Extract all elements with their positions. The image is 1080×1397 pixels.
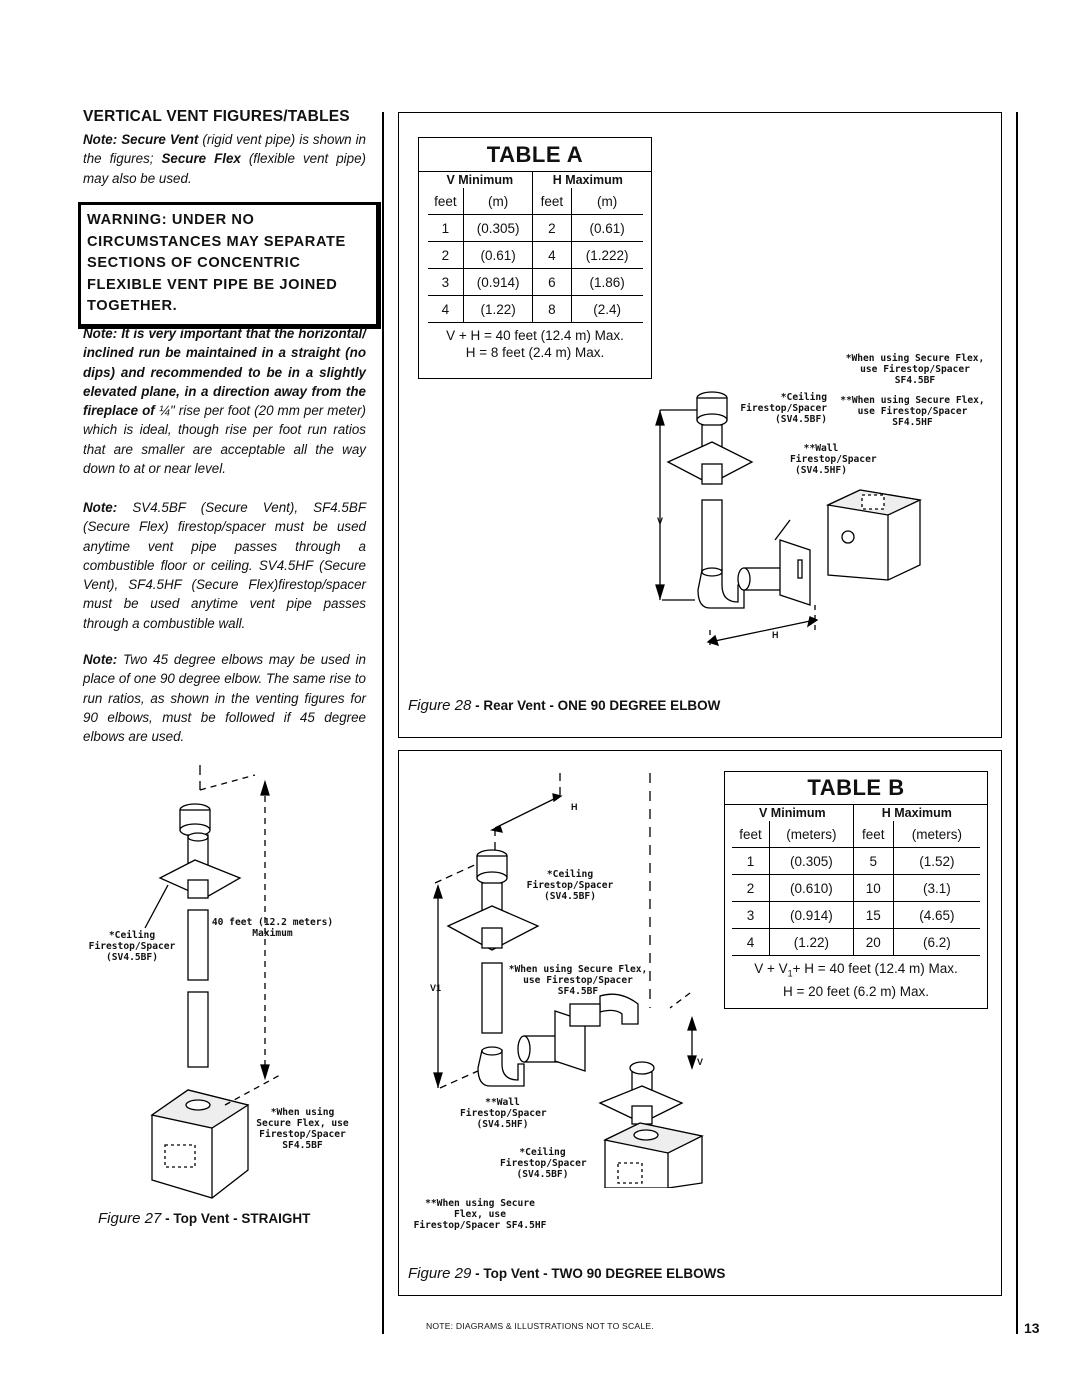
table-a-footnote-1: V + H = 40 feet (12.4 m) Max.: [446, 328, 624, 343]
fig29-wall-firestop-label: **Wall Firestop/Spacer (SV4.5HF): [460, 1097, 547, 1130]
table-cell: (meters): [770, 821, 854, 848]
table-cell: (m): [571, 188, 642, 215]
table-cell: feet: [853, 821, 893, 848]
table-b-footnote-1: $V + V_1+ H = 40$ feet (12.4 m) Max.: [754, 961, 958, 979]
table-b: [724, 771, 988, 1009]
table-cell: feet: [533, 188, 572, 215]
table-b-col-v: V Minimum: [759, 806, 826, 820]
table-cell: 10: [853, 875, 893, 902]
note-vent-types: Note: Secure Vent (rigid vent pipe) is shown in the figures; Secure Flex (flexible vent pipe) may also be used.: [83, 132, 366, 186]
table-cell: feet: [428, 188, 464, 215]
table-row: [428, 242, 643, 269]
fig28-v-label: V: [657, 516, 664, 526]
table-cell: 2: [533, 215, 572, 242]
note-45-elbows: Note: Two 45 degree elbows may be used in place of one 90 degree elbow. The same rise to run ratios, as shown in the venting figures for 90 elbows, must be followed if 45 degree elbows are used.: [83, 652, 366, 745]
fig27-secure-flex-label: *When using Secure Flex, use Firestop/Spacer SF4.5BF: [256, 1107, 349, 1151]
table-cell: (1.86): [571, 269, 642, 296]
table-row: [732, 902, 980, 929]
table-cell: (2.4): [571, 296, 642, 323]
table-cell: 4: [732, 929, 770, 956]
column-divider: [382, 112, 384, 1334]
table-cell: (0.61): [571, 215, 642, 242]
table-a-grid: [428, 172, 643, 323]
table-b-title: TABLE B: [725, 775, 987, 805]
table-cell: (meters): [893, 821, 980, 848]
fig29-v-label: V: [697, 1057, 704, 1067]
table-b-grid: [732, 805, 980, 956]
table-cell: 3: [428, 269, 464, 296]
fig29-v1-label: V1: [430, 983, 442, 993]
table-cell: (0.305): [770, 848, 854, 875]
page-number: 13: [1024, 1320, 1040, 1336]
fig27-dimension-label: 40 feet (12.2 meters) Maximum: [211, 917, 334, 939]
table-row: [428, 296, 643, 323]
table-cell: (m): [464, 188, 533, 215]
fig29-ceiling-bottom-label: *Ceiling Firestop/Spacer (SV4.5BF): [500, 1147, 587, 1180]
fig29-ceiling-top-label: *Ceiling Firestop/Spacer (SV4.5BF): [526, 869, 614, 902]
table-a-title: TABLE A: [419, 142, 651, 172]
figure-27-caption: Figure 27 - Top Vent - STRAIGHT: [98, 1210, 311, 1227]
table-cell: (0.914): [770, 902, 854, 929]
fig29-wall-flex-note: **When using Secure Flex, use Firestop/Spacer SF4.5HF: [413, 1198, 547, 1231]
footer-not-to-scale-note: NOTE: DIAGRAMS & ILLUSTRATIONS NOT TO SCALE.: [426, 1321, 654, 1331]
table-cell: 4: [533, 242, 572, 269]
section-heading: VERTICAL VENT FIGURES/TABLES: [83, 108, 350, 125]
table-a-footnote-2: H = 8 feet (2.4 m) Max.: [465, 345, 605, 360]
fig28-wall-firestop-label: **Wall Firestop/Spacer (SV4.5HF): [790, 443, 877, 476]
table-cell: (4.65): [893, 902, 980, 929]
figure-29-caption: Figure 29 - Top Vent - TWO 90 DEGREE ELBOWS: [408, 1265, 726, 1282]
table-cell: (0.610): [770, 875, 854, 902]
fig28-wall-flex-note: **When using Secure Flex, use Firestop/Spacer SF4.5HF: [840, 395, 985, 428]
table-cell: feet: [732, 821, 770, 848]
fig27-ceiling-firestop-label: *Ceiling Firestop/Spacer (SV4.5BF): [88, 930, 176, 963]
table-b-footnote-2: H = 20 feet (6.2 m) Max.: [783, 983, 929, 999]
table-cell: (1.222): [571, 242, 642, 269]
table-cell: 8: [533, 296, 572, 323]
table-cell: (1.52): [893, 848, 980, 875]
table-row: [732, 848, 980, 875]
note-firestop: Note: SV4.5BF (Secure Vent), SF4.5BF (Secure Flex) firestop/spacer must be used anytime vent pipe passes through a combustible floor or ceiling. SV4.5HF (Secure Vent), SF4.5HF (Secure Flex)firestop/spacer must be used anytime vent pipe passes through a combustible wall.: [83, 500, 366, 631]
warning-box: WARNING: UNDER NO CIRCUMSTANCES MAY SEPARATE SECTIONS OF CONCENTRIC FLEXIBLE VENT PIPE BE JOINED TOGETHER.: [78, 202, 381, 329]
table-cell: (0.914): [464, 269, 533, 296]
table-cell: 5: [853, 848, 893, 875]
table-b-col-h: H Maximum: [853, 805, 980, 821]
fig28-ceiling-firestop-label: *Ceiling Firestop/Spacer (SV4.5BF): [740, 392, 827, 425]
table-cell: (1.22): [770, 929, 854, 956]
fig28-h-label: H: [772, 630, 779, 640]
fig28-secure-flex-note: *When using Secure Flex, use Firestop/Spacer SF4.5BF: [845, 353, 985, 386]
table-cell: 6: [533, 269, 572, 296]
table-cell: (0.61): [464, 242, 533, 269]
table-cell: (3.1): [893, 875, 980, 902]
table-cell: 2: [428, 242, 464, 269]
right-margin-rule: [1016, 112, 1018, 1334]
table-cell: 1: [428, 215, 464, 242]
table-cell: (6.2): [893, 929, 980, 956]
table-cell: 3: [732, 902, 770, 929]
table-cell: 20: [853, 929, 893, 956]
table-cell: 1: [732, 848, 770, 875]
table-row: [732, 875, 980, 902]
table-row: [428, 269, 643, 296]
fig29-h-label: H: [571, 802, 578, 812]
table-a: [418, 137, 652, 379]
table-cell: 4: [428, 296, 464, 323]
note-horizontal-run: Note: It is very important that the horizontal/ inclined run be maintained in a straight (no dips) and recommended to be in a slightly elevated plane, in a direction away from the fireplace of ¼" rise per foot (20 mm per meter) which is ideal, though rise per foot run ratios that are smaller are acceptable all the way down to at or near level.: [83, 326, 366, 477]
table-a-col-h: H Maximum: [533, 172, 643, 188]
fig29-secure-flex-note: *When using Secure Flex, use Firestop/Spacer SF4.5BF: [508, 964, 648, 997]
table-row: [428, 215, 643, 242]
table-cell: (0.305): [464, 215, 533, 242]
table-a-col-v: V Minimum: [446, 173, 514, 187]
table-cell: 15: [853, 902, 893, 929]
table-cell: 2: [732, 875, 770, 902]
figure-28-caption: Figure 28 - Rear Vent - ONE 90 DEGREE ELBOW: [408, 697, 721, 714]
table-cell: (1.22): [464, 296, 533, 323]
table-row: [732, 929, 980, 956]
